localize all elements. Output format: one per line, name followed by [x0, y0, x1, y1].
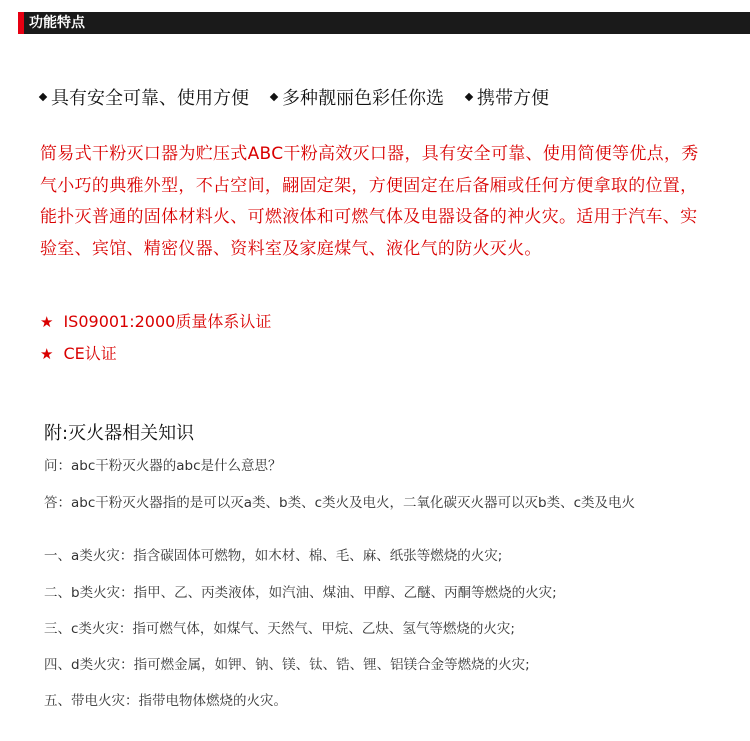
fire-class-item: 一、a类火灾：指含碳固体可燃物，如木材、棉、毛、麻、纸张等燃烧的火灾;: [44, 548, 503, 564]
product-description: 简易式干粉灭口器为贮压式ABC干粉高效灭口器，具有安全可靠、使用简便等优点，秀气小巧的典雅外型，不占空间，翤固定架，方便固定在后备厢或任何方便拿取的位置，能扑灭普通的固体材料火、可燃液体和可燃气体及电器设备的衶火灾。适用于汽车、实验室、宾馆、精密仪器、资料室及家庭煤气、液化气的防火灭火。: [40, 144, 699, 259]
diamond-bullet-icon: [465, 93, 473, 101]
fire-class-item: 三、c类火灾：指可燃气体，如煤气、天然气、甲烷、乙炔、氢气等燃烧的火灾;: [44, 621, 515, 637]
fire-class-item: 四、d类火灾：指可燃金属，如钾、钠、镁、钛、锆、锂、铝镁合金等燃烧的火灾;: [44, 657, 530, 673]
feature-item: [40, 84, 249, 110]
diamond-bullet-icon: [39, 93, 47, 101]
answer-text: 答：abc干粉灭火器指的是可以灭a类、b类、c类火及电火，二氧化碳灭火器可以灭b类、c类及电火: [44, 495, 636, 511]
certification-label: IS09001:2000质量体系认证: [63, 312, 272, 331]
question-text: 问：abc干粉灭火器的abc是什么意思？: [44, 458, 282, 474]
star-icon: ★: [40, 345, 54, 363]
feature-label: 多种靓丽色彩任你选: [282, 88, 444, 109]
feature-label: 具有安全可靠、使用方便: [51, 88, 249, 109]
star-icon: ★: [40, 313, 54, 331]
certification-item: [40, 343, 117, 365]
section-header-accent: [18, 12, 24, 34]
certification-label: CE认证: [63, 344, 117, 363]
fire-class-item: 五、带电火灾：指带电物体燃烧的火灾。: [44, 693, 287, 709]
feature-list: [40, 84, 549, 110]
feature-label: 携带方便: [477, 88, 549, 109]
section-header-bar: [18, 12, 750, 34]
fire-class-item: 二、b类火灾：指甲、乙、丙类液体，如汽油、煤油、甲醇、乙醚、丙酮等燃烧的火灾;: [44, 585, 557, 601]
section-title: 功能特点: [29, 15, 85, 31]
feature-item: [466, 84, 549, 110]
certification-item: [40, 311, 271, 333]
diamond-bullet-icon: [270, 93, 278, 101]
appendix-title: 附:灭火器相关知识: [44, 423, 195, 444]
feature-item: [271, 84, 444, 110]
